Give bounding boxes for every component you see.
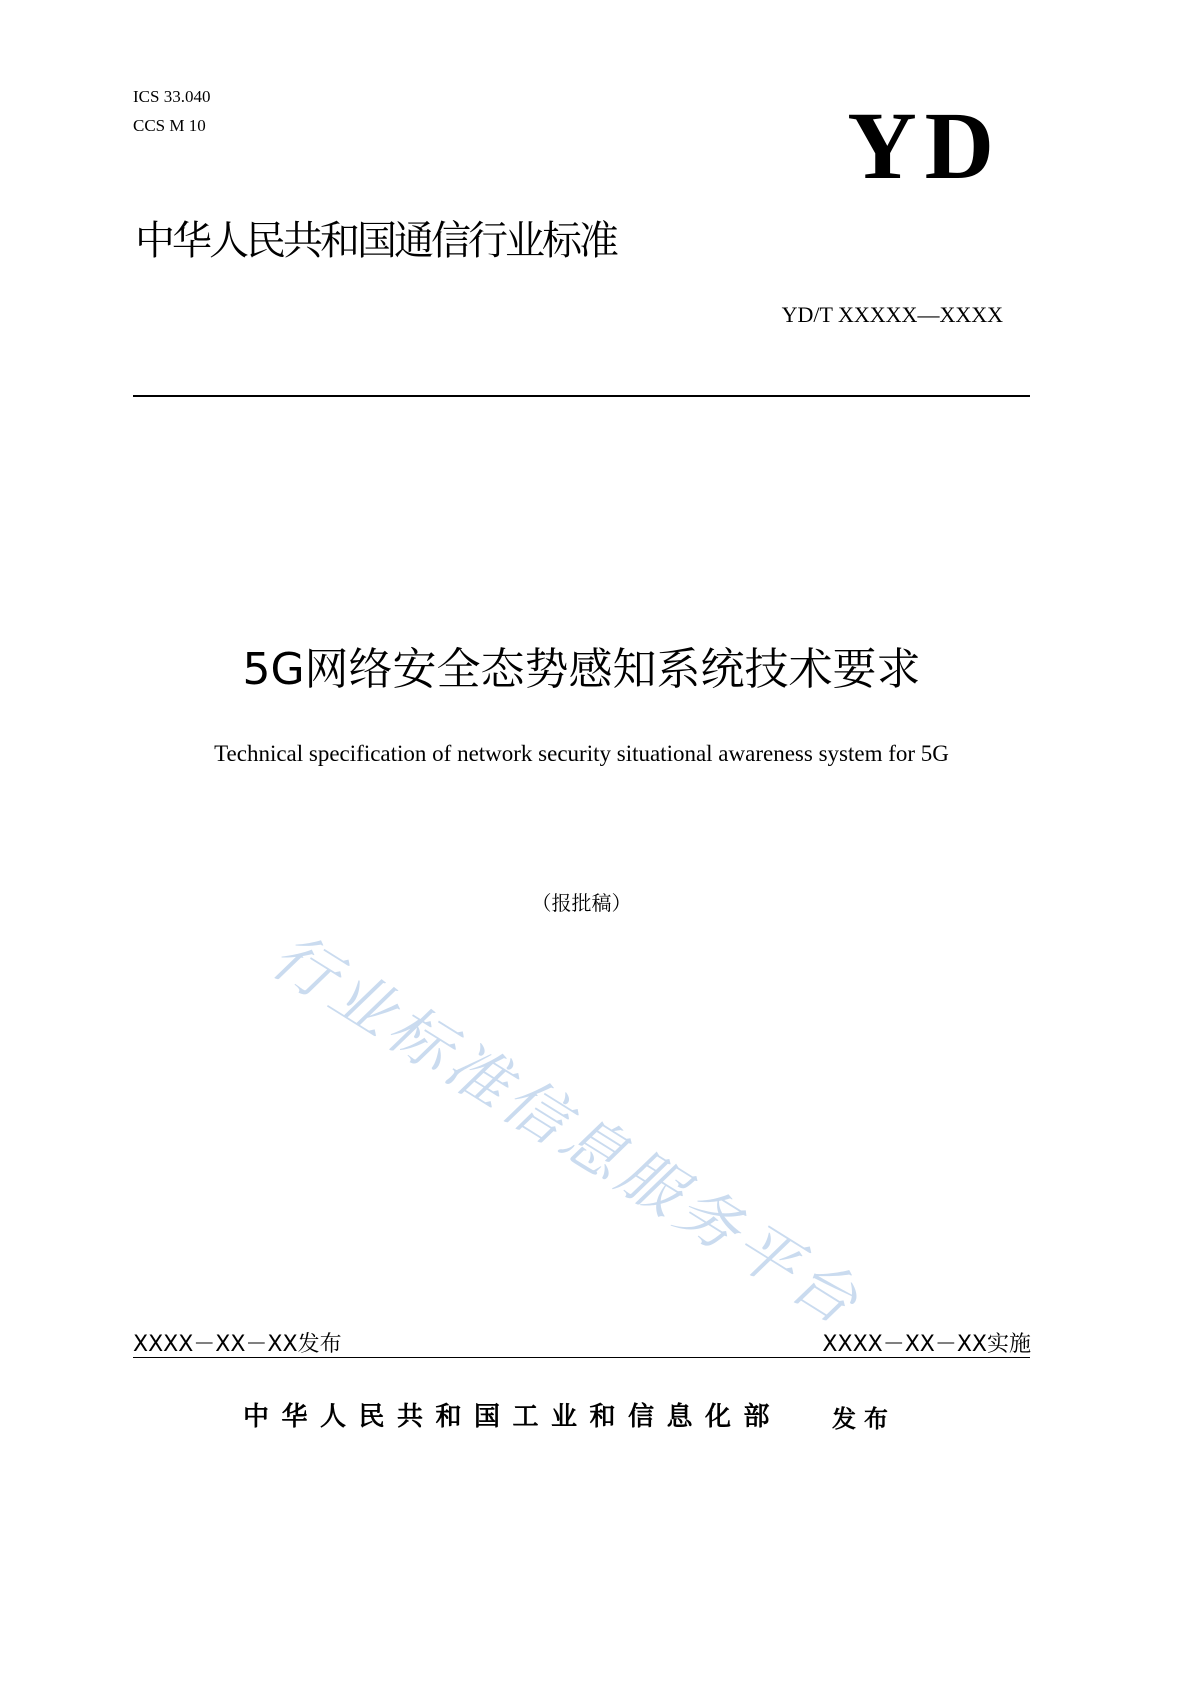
watermark: 行业标准信息服务平台 (259, 918, 875, 1341)
document-title-chinese: 5G网络安全态势感知系统技术要求 (242, 644, 921, 695)
standard-category-title: 中华人民共和国通信行业标准 (135, 218, 616, 264)
document-title-english: Technical specification of network security situational awareness system for 5G (214, 741, 949, 766)
ccs-code: CCS M 10 (133, 116, 206, 135)
footer-divider (133, 1357, 1030, 1358)
ics-code: ICS 33.040 (133, 87, 211, 106)
standard-number: YD/T XXXXX—XXXX (781, 302, 1003, 327)
draft-status: （报批稿） (531, 891, 632, 915)
yd-logo: YD (847, 92, 1002, 199)
header-divider (133, 395, 1030, 397)
implement-date: XXXX－XX－XX实施 (822, 1332, 1031, 1357)
issuing-action: 发布 (832, 1405, 896, 1433)
issuing-authority: 中华人民共和国工业和信息化部 (243, 1402, 783, 1432)
publish-date: XXXX－XX－XX发布 (133, 1332, 342, 1357)
